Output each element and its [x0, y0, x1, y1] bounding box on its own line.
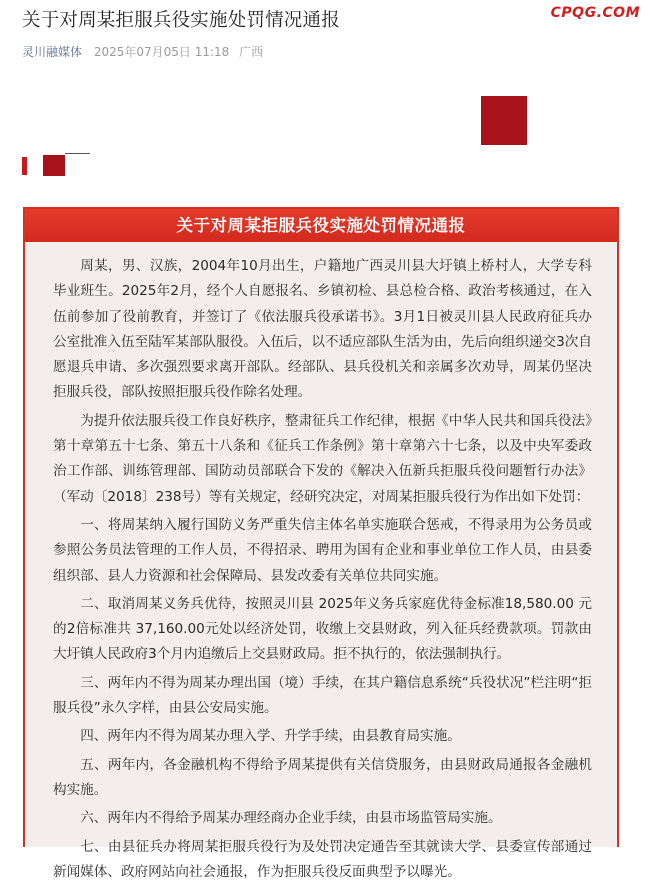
notice-document — [23, 207, 619, 880]
decorative-line — [65, 153, 90, 154]
decorative-red-square — [43, 155, 65, 176]
notice-body — [25, 242, 617, 885]
notice-paragraph: 周某，男、汉族，2004年10月出生，户籍地广西灵川县大圩镇上桥村人，大学专科毕业班生。2025年2月，经个人自愿报名、乡镇初检、县总检合格、政治考核通过，在入伍前参加了役前教育，并签订了《依法服兵役承诺书》。3月1日被灵川县人民政府征兵办公室批准入伍至陆军某部队服役。入伍后，以不适应部队生活为由，先后向组织递交3次自愿退兵申请、多次强烈要求离开部队。经部队、县兵役机关和亲属多次劝导，周某仍坚决拒服兵役，部队按照拒服兵役作除名处理。 — [53, 258, 592, 401]
article-title: 关于对周某拒服兵役实施处罚情况通报 — [22, 10, 340, 31]
notice-paragraph: 四、两年内不得为周某办理入学、升学手续，由县教育局实施。 — [80, 728, 461, 745]
decorative-red-block — [481, 96, 527, 145]
notice-paragraph: 二、取消周某义务兵优待，按照灵川县 2025年义务兵家庭优待金标准18,580.00 元的2倍标准共 37,160.00元处以经济处罚，收缴上交县财政，列入征兵经费款项。罚款由大圩镇人民政府3个月内追缴后上交县财政局。拒不执行的，依法强制执行。 — [53, 595, 592, 663]
notice-paragraph: 一、将周某纳入履行国防义务严重失信主体名单实施联合惩戒，不得录用为公务员或参照公务员法管理的工作人员，不得招录、聘用为国有企业和事业单位工作人员，由县委组织部、县人力资源和社会保障局、县发改委有关单位共同实施。 — [53, 516, 592, 584]
notice-paragraph: 为提升依法服兵役工作良好秩序，整肃征兵工作纪律，根据《中华人民共和国兵役法》第十章第五十七条、第五十八条和《征兵工作条例》第十章第六十七条，以及中央军委政治工作部、训练管理部、国防动员部联合下发的《解决入伍新兵拒服兵役问题暂行办法》（军动〔2018〕238号）等有关规定，经研究决定，对周某拒服兵役行为作出如下处罚： — [53, 412, 592, 505]
site-logo[interactable]: CPQG.COM — [550, 5, 640, 21]
article-date: 2025年07月05日 11:18 — [93, 45, 230, 59]
article-source-link[interactable]: 灵川融媒体 — [22, 45, 83, 59]
article-meta — [22, 43, 269, 60]
notice-paragraph: 六、两年内不得给予周某办理经商办企业手续，由县市场监管局实施。 — [80, 810, 502, 827]
notice-paragraph: 五、两年内，各金融机构不得给予周某提供有关信贷服务，由县财政局通报各金融机构实施。 — [53, 756, 592, 798]
notice-header: 关于对周某拒服兵役实施处罚情况通报 — [25, 209, 617, 242]
notice-paragraph: 七、由县征兵办将周某拒服兵役行为及处罚决定通告至其就读大学、县委宣传部通过新闻媒体、政府网站向社会通报，作为拒服兵役反面典型予以曝光。 — [53, 838, 592, 880]
notice-paragraph: 三、两年内不得为周某办理出国（境）手续，在其户籍信息系统“兵役状况”栏注明“拒服兵役”永久字样，由县公安局实施。 — [53, 674, 592, 717]
decorative-red-bar — [22, 157, 27, 175]
article-region: 广西 — [239, 45, 264, 59]
